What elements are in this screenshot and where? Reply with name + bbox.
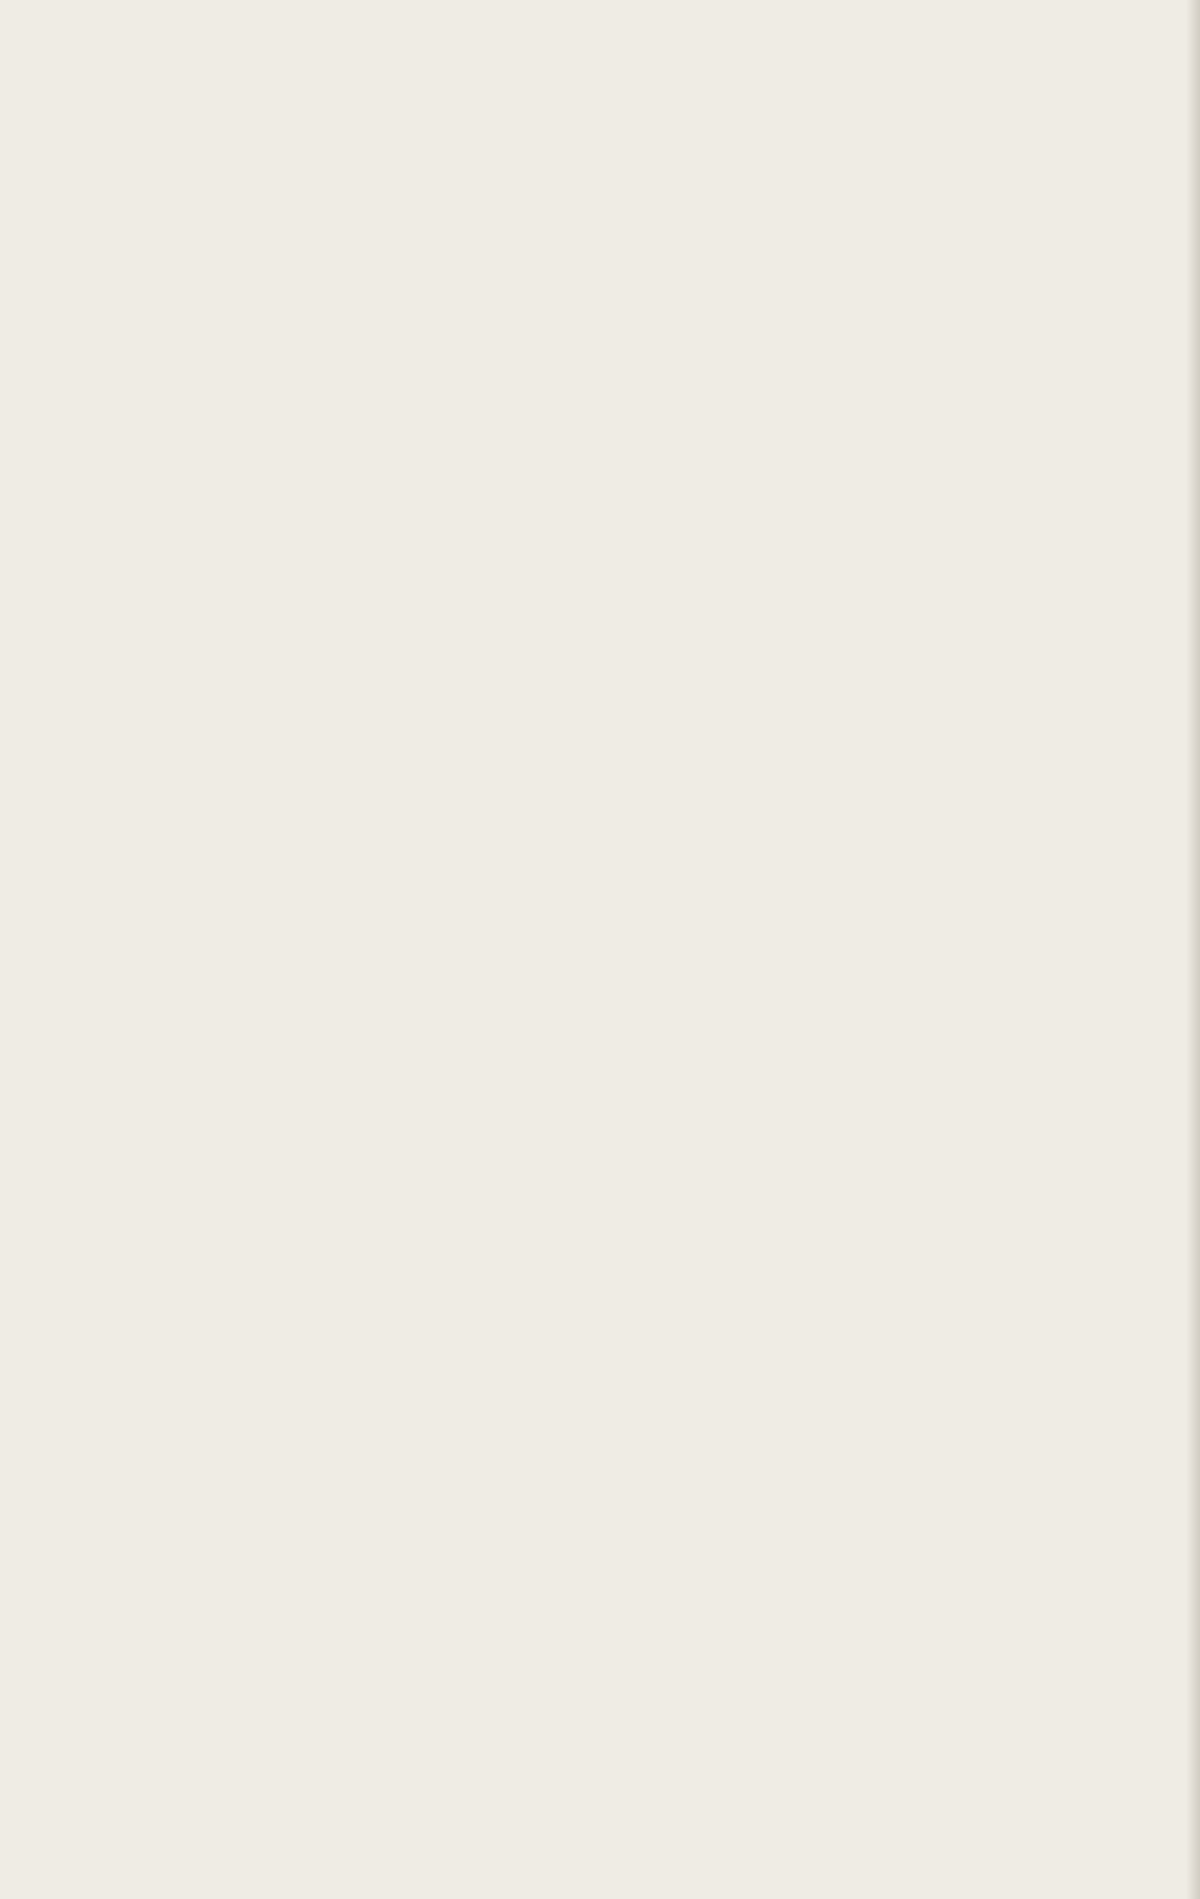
page-edge-shadow (1186, 0, 1200, 1899)
